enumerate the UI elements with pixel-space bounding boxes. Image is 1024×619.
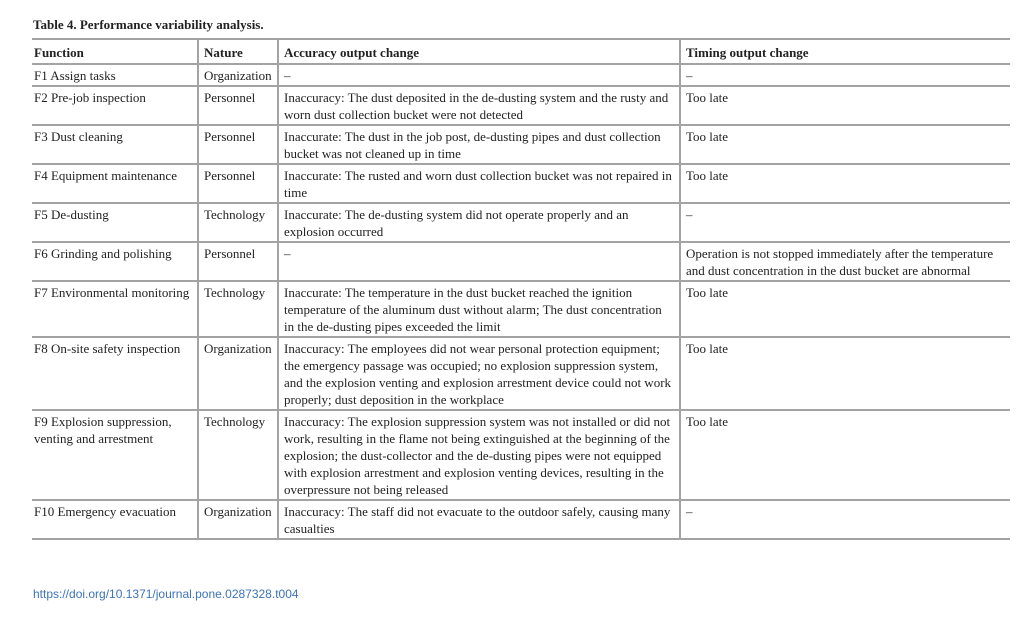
nature-cell: Personnel	[198, 242, 278, 281]
table-row	[32, 64, 1010, 86]
nature-cell: Personnel	[198, 164, 278, 203]
accuracy-cell: Inaccurate: The de-dusting system did not operate properly and an explosion occurred	[278, 203, 680, 242]
column-header-timing: Timing output change	[680, 39, 1010, 64]
table-row	[32, 337, 1010, 410]
accuracy-cell: Inaccurate: The rusted and worn dust collection bucket was not repaired in time	[278, 164, 680, 203]
table-header-row	[32, 39, 1010, 64]
column-header-function: Function	[32, 39, 198, 64]
timing-cell: Too late	[680, 337, 1010, 410]
accuracy-cell: –	[278, 64, 680, 86]
nature-cell: Personnel	[198, 86, 278, 125]
nature-cell: Organization	[198, 337, 278, 410]
table-row	[32, 125, 1010, 164]
nature-cell: Technology	[198, 203, 278, 242]
table-row	[32, 86, 1010, 125]
timing-cell: –	[680, 64, 1010, 86]
accuracy-cell: Inaccuracy: The explosion suppression system was not installed or did not work, resulting in the flame not being extinguished at the beginning of the explosion; the dust-collector and the de-dusting pipes were not equipped with explosion arrestment and explosion venting devices, resulting in the overpressure not being released	[278, 410, 680, 500]
table-row	[32, 203, 1010, 242]
table-caption: Table 4. Performance variability analysis.	[33, 17, 264, 32]
timing-cell: –	[680, 500, 1010, 539]
function-cell: F1 Assign tasks	[32, 64, 198, 86]
table-row	[32, 164, 1010, 203]
doi-link[interactable]: https://doi.org/10.1371/journal.pone.0287328.t004	[33, 587, 299, 601]
performance-variability-table	[32, 38, 1010, 540]
function-cell: F10 Emergency evacuation	[32, 500, 198, 539]
accuracy-cell: Inaccuracy: The dust deposited in the de-dusting system and the rusty and worn dust collection bucket were not detected	[278, 86, 680, 125]
table-row	[32, 281, 1010, 337]
function-cell: F3 Dust cleaning	[32, 125, 198, 164]
column-header-accuracy: Accuracy output change	[278, 39, 680, 64]
timing-cell: –	[680, 203, 1010, 242]
table-row	[32, 242, 1010, 281]
column-header-nature: Nature	[198, 39, 278, 64]
function-cell: F9 Explosion suppression, venting and arrestment	[32, 410, 198, 500]
timing-cell: Too late	[680, 164, 1010, 203]
nature-cell: Personnel	[198, 125, 278, 164]
timing-cell: Too late	[680, 125, 1010, 164]
table-row	[32, 500, 1010, 539]
nature-cell: Technology	[198, 410, 278, 500]
function-cell: F2 Pre-job inspection	[32, 86, 198, 125]
timing-cell: Too late	[680, 410, 1010, 500]
accuracy-cell: Inaccuracy: The staff did not evacuate to the outdoor safely, causing many casualties	[278, 500, 680, 539]
function-cell: F5 De-dusting	[32, 203, 198, 242]
timing-cell: Too late	[680, 86, 1010, 125]
timing-cell: Operation is not stopped immediately after the temperature and dust concentration in the dust bucket are abnormal	[680, 242, 1010, 281]
function-cell: F4 Equipment maintenance	[32, 164, 198, 203]
nature-cell: Organization	[198, 500, 278, 539]
accuracy-cell: Inaccurate: The temperature in the dust bucket reached the ignition temperature of the aluminum dust without alarm; The dust concentration in the de-dusting pipes exceeded the limit	[278, 281, 680, 337]
table-row	[32, 410, 1010, 500]
accuracy-cell: Inaccuracy: The employees did not wear personal protection equipment; the emergency passage was occupied; no explosion suppression system, and the explosion venting and explosion arrestment device could not work properly; dust deposition in the workplace	[278, 337, 680, 410]
function-cell: F8 On-site safety inspection	[32, 337, 198, 410]
nature-cell: Organization	[198, 64, 278, 86]
accuracy-cell: Inaccurate: The dust in the job post, de-dusting pipes and dust collection bucket was not cleaned up in time	[278, 125, 680, 164]
nature-cell: Technology	[198, 281, 278, 337]
function-cell: F6 Grinding and polishing	[32, 242, 198, 281]
timing-cell: Too late	[680, 281, 1010, 337]
accuracy-cell: –	[278, 242, 680, 281]
function-cell: F7 Environmental monitoring	[32, 281, 198, 337]
